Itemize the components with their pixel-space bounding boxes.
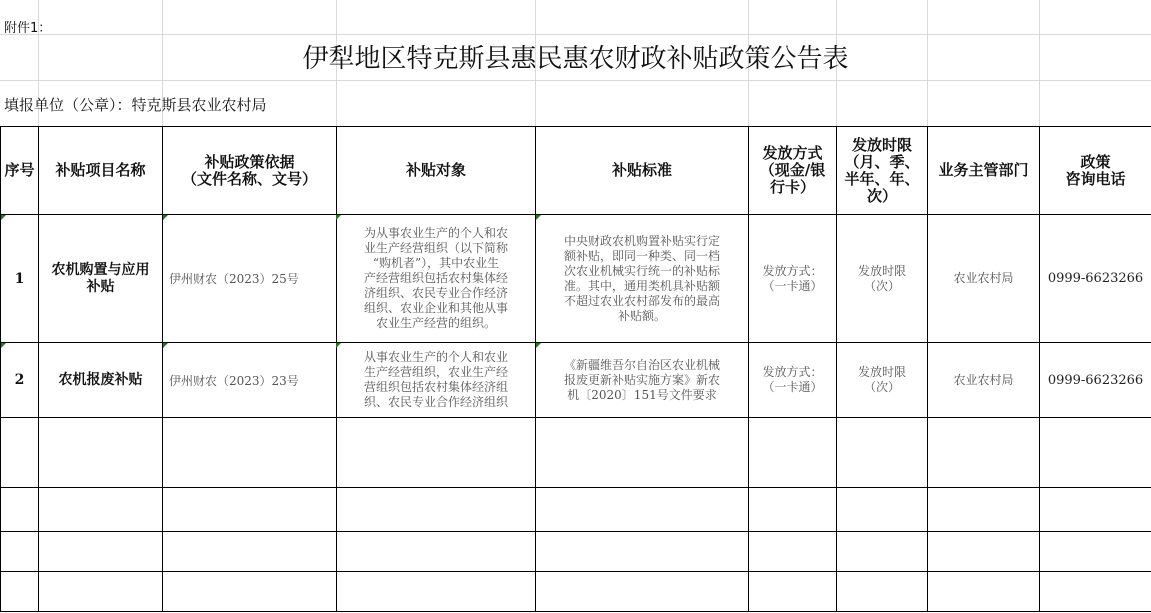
cell-marker-icon (336, 343, 341, 348)
row-department: 农业农村局 (928, 343, 1040, 418)
row-period: 发放时限 （次） (837, 343, 928, 418)
row-period: 发放时限 （次） (837, 215, 928, 343)
cell-marker-icon (163, 343, 168, 348)
header-index: 序号 (1, 127, 39, 215)
row-phone: 0999-6623266 (1040, 215, 1151, 343)
row-index: 1 (1, 215, 39, 343)
row-policy-basis: 伊州财农（2023）23号 (163, 343, 337, 418)
row-standard: 《新疆维吾尔自治区农业机械 报废更新补贴实施方案》新农 机〔2020〕151号文件要求 (536, 343, 749, 418)
header-project-name: 补贴项目名称 (39, 127, 163, 215)
cell-marker-icon (1, 215, 6, 220)
empty-row (1, 488, 1151, 532)
cell-marker-icon (336, 215, 341, 220)
header-target: 补贴对象 (337, 127, 536, 215)
row-standard: 中央财政农机购置补贴实行定 额补贴，即同一种类、同一档 次农业机械实行统一的补贴标 准。其中，通用类机具补贴额 不超过农业农村部发布的最高 补贴额。 (536, 215, 749, 343)
attachment-note: 附件1： (4, 21, 52, 36)
row-target: 从事农业生产的个人和农业 生产经营组织，农业生产经 营组织包括农村集体经济组 织、农民专业合作经济组织 (337, 343, 536, 418)
row-method: 发放方式： （一卡通） (749, 343, 837, 418)
header-row (1, 127, 1151, 215)
row-method: 发放方式： （一卡通） (749, 215, 837, 343)
header-method: 发放方式 （现金/银 行卡） (749, 127, 837, 215)
cell-marker-icon (1, 343, 6, 348)
cell-marker-icon (163, 215, 168, 220)
empty-row (1, 572, 1151, 612)
table-row (1, 343, 1151, 418)
reporting-unit: 填报单位（公章）：特克斯县农业农村局 (4, 96, 267, 114)
row-index: 2 (1, 343, 39, 418)
page-title: 伊犁地区特克斯县惠民惠农财政补贴政策公告表 (302, 44, 849, 74)
header-department: 业务主管部门 (928, 127, 1040, 215)
row-project-name: 农机购置与应用 补贴 (39, 215, 163, 343)
row-phone: 0999-6623266 (1040, 343, 1151, 418)
row-project-name: 农机报废补贴 (39, 343, 163, 418)
empty-row (1, 532, 1151, 572)
header-phone: 政策 咨询电话 (1040, 127, 1151, 215)
subsidy-table (0, 126, 1151, 612)
row-policy-basis: 伊州财农（2023）25号 (163, 215, 337, 343)
table-row (1, 215, 1151, 343)
cell-marker-icon (536, 343, 541, 348)
cell-marker-icon (536, 215, 541, 220)
row-department: 农业农村局 (928, 215, 1040, 343)
empty-row (1, 418, 1151, 488)
header-standard: 补贴标准 (536, 127, 749, 215)
row-target: 为从事农业生产的个人和农 业生产经营组织（以下简称 “购机者”），其中农业生 产经营组织包括农村集体经 济组织、农民专业合作经济 组织、农业企业和其他从事 农业生产经营的组织。 (337, 215, 536, 343)
header-period: 发放时限 （月、季、 半年、年、 次） (837, 127, 928, 215)
header-policy-basis: 补贴政策依据 （文件名称、文号） (163, 127, 337, 215)
